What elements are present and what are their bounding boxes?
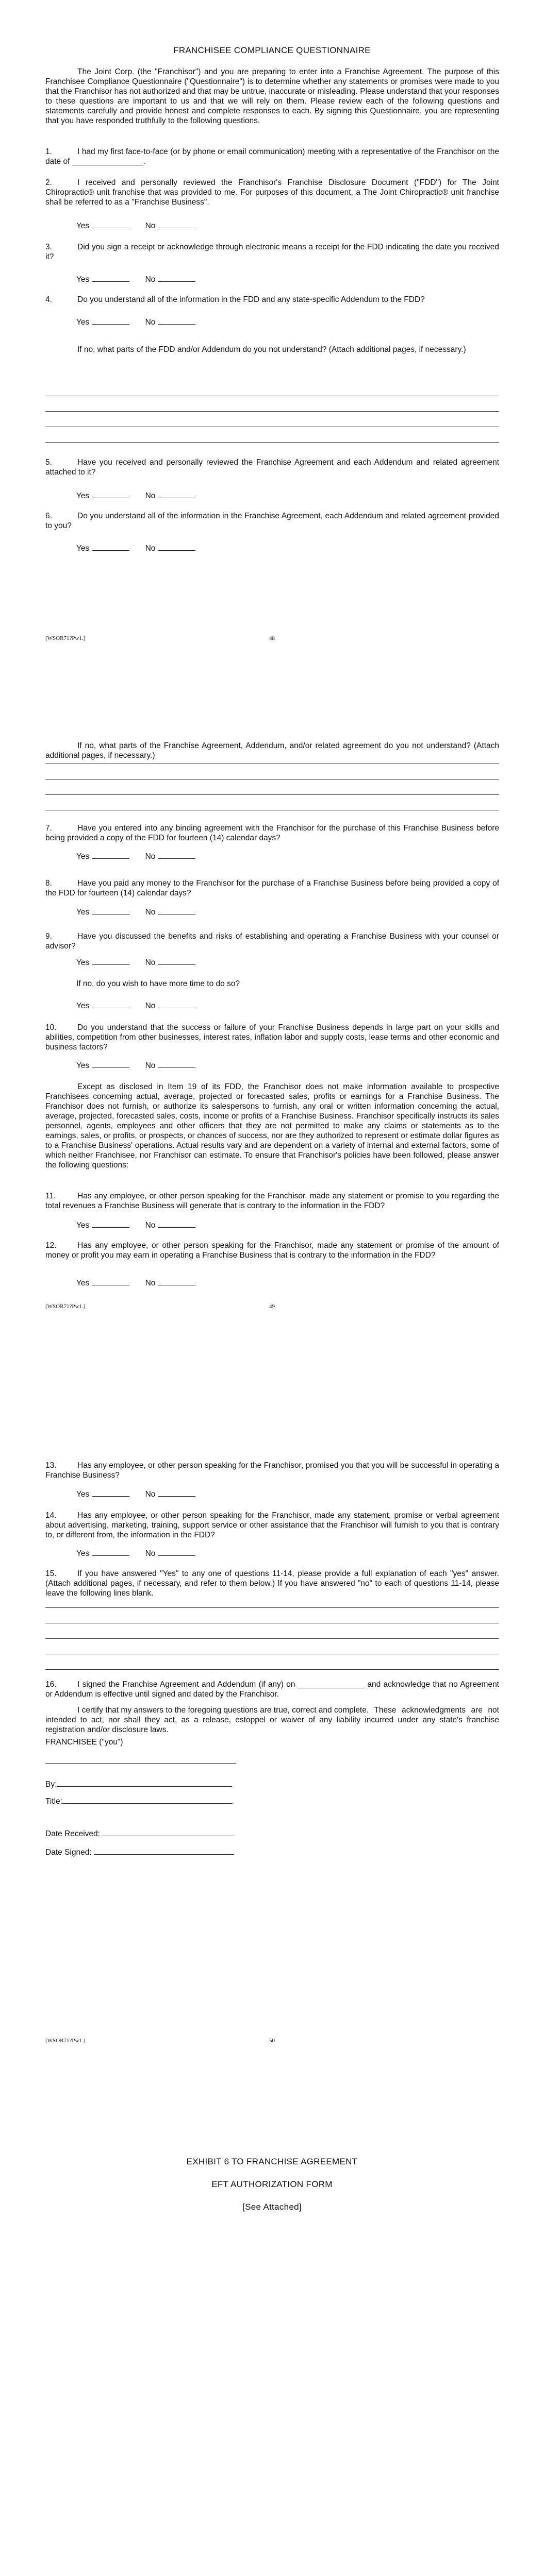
q13-yes-no: Yes No [76, 1489, 195, 1499]
q14-no-blank[interactable] [158, 1548, 195, 1556]
answer-line[interactable] [45, 794, 499, 795]
q8-yes-no: Yes No [76, 907, 195, 917]
date-received-input[interactable] [102, 1828, 235, 1836]
date-signed-field: Date Signed: [45, 1846, 234, 1857]
question-3: 3. Did you sign a receipt or acknowledge through electronic means a receipt for the FDD indicating the date you received it? [45, 243, 499, 261]
q14-yes-no: Yes No [76, 1548, 195, 1558]
q10-no-blank[interactable] [158, 1060, 195, 1068]
question-15: 15. If you have answered "Yes" to any one of questions 11-14, please provide a full explanation of each "yes" answer. (Attach additional pages, if necessary, and refer to them below.) If you have answered "no" to each of questions 11-14, please leave the following lines blank. [45, 1569, 499, 1598]
q12-no-blank[interactable] [158, 1278, 195, 1285]
q9f-yes-blank[interactable] [92, 1001, 129, 1008]
question-6: 6. Do you understand all of the information in the Franchise Agreement, each Addendum and related agreement provided to you? [45, 512, 499, 530]
q9-followup-yes-no: Yes No [76, 1001, 195, 1011]
q4-followup: If no, what parts of the FDD and/or Addendum do you not understand? (Attach additional pages, if necessary.) [77, 345, 466, 354]
q4-yes-no: Yes No [76, 317, 195, 327]
footer-code: [WSOR71?Pw1.] [45, 635, 86, 641]
attached-note: [See Attached] [242, 2202, 302, 2212]
q12-yes-no: Yes No [76, 1278, 195, 1288]
q3-yes-blank[interactable] [92, 274, 129, 282]
q9-yes-blank[interactable] [92, 957, 129, 965]
q4-yes-blank[interactable] [92, 317, 129, 325]
q12-yes-blank[interactable] [92, 1278, 129, 1285]
q11-yes-blank[interactable] [92, 1220, 129, 1228]
q2-no-blank[interactable] [158, 221, 195, 228]
answer-line[interactable] [45, 1638, 499, 1639]
question-5: 5. Have you received and personally reviewed the Franchise Agreement and each Addendum and related agreement attached to it? [45, 458, 499, 477]
page-number: 50 [269, 2038, 275, 2044]
page-number: 48 [269, 635, 275, 641]
q5-no-blank[interactable] [158, 490, 195, 498]
q9f-no-blank[interactable] [158, 1001, 195, 1008]
title-input[interactable] [62, 1795, 233, 1804]
page-number: 49 [269, 1303, 275, 1310]
q7-yes-blank[interactable] [92, 851, 129, 859]
page-48 [0, 0, 544, 696]
q7-yes-no: Yes No [76, 851, 195, 861]
answer-line[interactable] [45, 1669, 499, 1670]
questionnaire-title: FRANCHISEE COMPLIANCE QUESTIONNAIRE [173, 45, 371, 55]
q8-yes-blank[interactable] [92, 907, 129, 914]
q6-yes-blank[interactable] [92, 543, 129, 551]
question-12: 12. Has any employee, or other person speaking for the Franchisor, made any statement or promise of the amount of money or profit you may earn in operating a Franchise Business that is contrary to the information in the FDD? [45, 1241, 499, 1260]
question-7: 7. Have you entered into any binding agreement with the Franchisor for the purchase of this Franchise Business before being provided a copy of the FDD for fourteen (14) calendar days? [45, 824, 499, 842]
answer-line[interactable] [45, 411, 499, 412]
q2-yes-blank[interactable] [92, 221, 129, 228]
q11-no-blank[interactable] [158, 1220, 195, 1228]
intro-paragraph: The Joint Corp. (the "Franchisor") and you are preparing to enter into a Franchise Agreement. The purpose of this Franchisee Compliance Questionnaire ("Questionnaire") is to determine whether any statements or promises were made to you that the Franchisor has not authorized and that may be untrue, inaccurate or misleading. Please understand that your responses to these questions are important to us and that we will rely on them. Please review each of the following questions and statements carefully and provide honest and complete responses to each. By signing this Questionnaire, you are representing that you have responded truthfully to the following questions. [45, 67, 499, 125]
page-51 [0, 2097, 544, 2576]
by-input[interactable] [57, 1778, 232, 1787]
page-50 [0, 1391, 544, 2097]
q5-yes-no: Yes No [76, 490, 195, 501]
item-19-paragraph: Except as disclosed in Item 19 of its FDD, the Franchisor does not make information available to prospective Franchisees concerning actual, average, projected or forecasted sales, profits or earnings for a Franchise Business. The Franchisor does not furnish, or authorize its salespersons to furnish, any oral or written information concerning the actual, average, projected, forecasted sales, costs, income or profits of a Franchise Business. Franchisor specifically instructs its sales personnel, agents, employees and other officers that they are not permitted to make any claims or statements as to the earnings, sales, or profits, or prospects, or chances of success, nor are they authorized to represent or estimate dollar figures as to a Franchise Business' operations. Actual results vary and are dependent on a variety of internal and external factors, some of which neither Franchisee, nor Franchisor can estimate. To ensure that Franchisor's policies have been followed, please answer the following questions: [45, 1082, 499, 1170]
q13-no-blank[interactable] [158, 1489, 195, 1497]
question-13: 13. Has any employee, or other person speaking for the Franchisor, promised you that you will be successful in operating a Franchise Business? [45, 1461, 499, 1480]
certification-paragraph: I certify that my answers to the foregoing questions are true, correct and complete. These acknowledgments are not intended to act, nor shall they act, as a release, estoppel or waiver of any liability incurred under any state's franchise registration and/or disclosure laws. [45, 1706, 499, 1734]
date-signed-input[interactable] [94, 1846, 234, 1855]
question-9: 9. Have you discussed the benefits and risks of establishing and operating a Franchise Business with your counsel or advisor? [45, 932, 499, 951]
q10-yes-blank[interactable] [92, 1060, 129, 1068]
answer-line[interactable] [45, 442, 499, 443]
question-2: 2. I received and personally reviewed the Franchisor's Franchise Disclosure Document ("FDD") for The Joint Chiropractic® unit franchise that was provided to me. For purposes of this document, a The Joint Chiropractic® unit franchise shall be referred to as a "Franchise Business". [45, 178, 499, 207]
answer-line[interactable] [45, 1607, 499, 1608]
title-field: Title: [45, 1795, 233, 1806]
question-1: 1. I had my first face-to-face (or by phone or email communication) meeting with a representative of the Franchisor on the date of ________________. [45, 147, 499, 166]
question-16: 16. I signed the Franchise Agreement and Addendum (if any) on _______________ and acknowledge that no Agreement or Addendum is effective until signed and dated by the Franchisor. [45, 1680, 499, 1699]
q6-no-blank[interactable] [158, 543, 195, 551]
q3-no-blank[interactable] [158, 274, 195, 282]
date-received-field: Date Received: [45, 1828, 235, 1839]
question-14: 14. Has any employee, or other person speaking for the Franchisor, made any statement, promise or verbal agreement about advertising, marketing, training, support service or other assistance that the Franchisor will furnish to you that is contrary to, or different from, the information in the FDD? [45, 1511, 499, 1539]
by-field: By: [45, 1778, 232, 1789]
q13-yes-blank[interactable] [92, 1489, 129, 1497]
q2-yes-no: Yes No [76, 221, 195, 231]
q10-yes-no: Yes No [76, 1060, 195, 1071]
q5-yes-blank[interactable] [92, 490, 129, 498]
signature-line[interactable] [45, 1763, 236, 1764]
question-4: 4. Do you understand all of the information in the FDD and any state-specific Addendum to the FDD? [45, 295, 425, 304]
q11-yes-no: Yes No [76, 1220, 195, 1230]
q4-no-blank[interactable] [158, 317, 195, 325]
q3-yes-no: Yes No [76, 274, 195, 284]
q6-yes-no: Yes No [76, 543, 195, 553]
question-8: 8. Have you paid any money to the Franchisor for the purchase of a Franchise Business before being provided a copy of the FDD for fourteen (14) calendar days? [45, 879, 499, 897]
footer-code: [WSOR71?Pw1.] [45, 2038, 86, 2044]
q6-followup: If no, what parts of the Franchise Agreement, Addendum, and/or related agreement do you not understand? (Attach additional pages, if necessary.) [45, 741, 499, 760]
q7-no-blank[interactable] [158, 851, 195, 859]
exhibit-title: EXHIBIT 6 TO FRANCHISE AGREEMENT [186, 2157, 358, 2166]
q9-no-blank[interactable] [158, 957, 195, 965]
q9-yes-no: Yes No [76, 957, 195, 968]
question-11: 11. Has any employee, or other person speaking for the Franchisor, made any statement or promise to you regarding the total revenues a Franchise Business will generate that is contrary to the information in the FDD? [45, 1192, 499, 1210]
question-10: 10. Do you understand that the success or failure of your Franchise Business depends in large part on your skills and abilities, competition from other businesses, interest rates, inflation labor and supply costs, lease terms and other economic and business factors? [45, 1023, 499, 1052]
page-49 [0, 696, 544, 1391]
form-title: EFT AUTHORIZATION FORM [211, 2179, 333, 2189]
q9-followup: If no, do you wish to have more time to do so? [76, 979, 240, 988]
footer-code: [WSOR71?Pw1.] [45, 1303, 86, 1310]
q8-no-blank[interactable] [158, 907, 195, 914]
franchisee-label: FRANCHISEE ("you") [45, 1738, 123, 1747]
q14-yes-blank[interactable] [92, 1548, 129, 1556]
